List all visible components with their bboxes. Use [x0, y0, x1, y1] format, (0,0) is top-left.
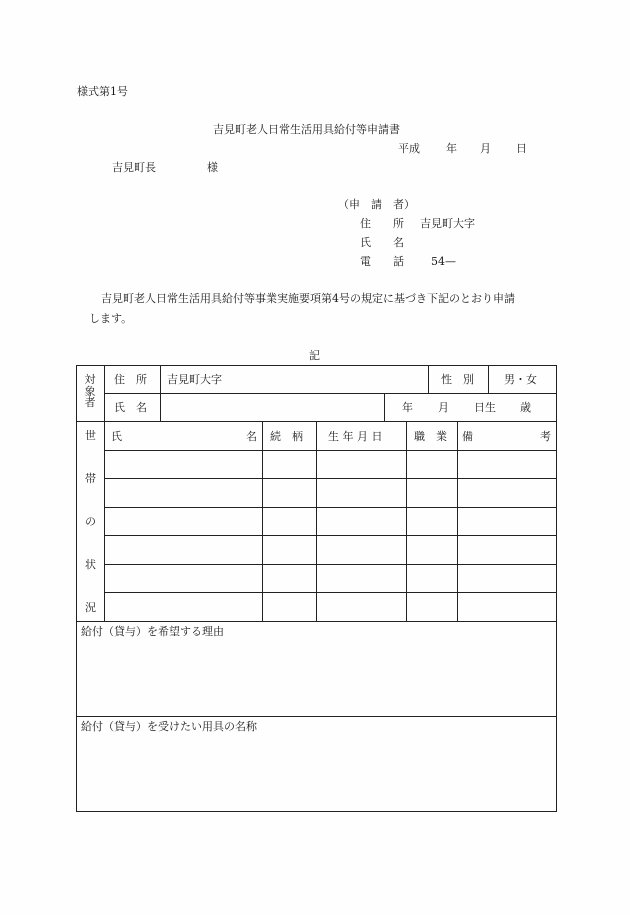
subject-sex-label: 性 別: [441, 373, 474, 386]
age-label: 歳: [520, 401, 531, 414]
equipment-field[interactable]: [80, 737, 552, 807]
subject-label-char-3: 者: [84, 396, 96, 410]
household-header-remarks-right: 考: [540, 430, 551, 443]
birth-day-label: 日生: [474, 401, 496, 414]
reason-bottom-divider: [76, 716, 557, 717]
applicant-phone-value[interactable]: 54—: [431, 255, 456, 268]
applicant-phone-label: 電 話: [360, 255, 404, 268]
household-header-name-left: 氏: [111, 430, 122, 443]
household-row-line-6: [104, 592, 557, 593]
applicant-heading: （申 請 者）: [338, 198, 415, 211]
birth-left-divider: [384, 393, 385, 421]
table-right-border: [556, 365, 557, 812]
addressee-name: 吉見町長: [112, 161, 156, 174]
subject-address-value[interactable]: 吉見町大字: [167, 373, 222, 386]
applicant-address-value[interactable]: 吉見町大字: [420, 217, 475, 230]
birth-year-label: 年: [402, 401, 413, 414]
household-row-line-3: [104, 507, 557, 508]
household-relation-col-divider: [316, 421, 317, 621]
subject-sex-value[interactable]: 男・女: [504, 373, 537, 386]
date-day: 日: [516, 142, 527, 155]
household-bottom-divider: [76, 621, 557, 622]
household-row-line-5: [104, 564, 557, 565]
equipment-label: 給付（貸与）を受けたい用具の名称: [81, 720, 257, 733]
household-header-remarks-left: 備: [462, 430, 473, 443]
household-name-col-divider: [262, 421, 263, 621]
subject-address-label: 住 所: [114, 373, 147, 386]
subject-name-field[interactable]: [161, 394, 383, 420]
subject-label: [80, 374, 100, 409]
household-header-birthdate: 生 年 月 日: [328, 430, 383, 443]
date-year: 年: [446, 142, 457, 155]
reason-label: 給付（貸与）を希望する理由: [81, 625, 224, 638]
sex-label-right-divider: [488, 365, 489, 393]
household-label-char-1: 世: [85, 429, 96, 442]
applicant-name-label: 氏 名: [360, 236, 404, 249]
household-col-divider: [104, 421, 105, 621]
page-title: 吉見町老人日常生活用具給付等申請書: [213, 123, 400, 136]
subject-name-label: 氏 名: [114, 401, 147, 414]
birth-month-label: 月: [438, 401, 449, 414]
household-occupation-col-divider: [457, 421, 458, 621]
body-line-2: します。: [89, 312, 133, 325]
form-number: 様式第1号: [77, 85, 128, 98]
date-month: 月: [480, 142, 491, 155]
household-label-char-2: 帯: [85, 472, 96, 485]
household-row-line-2: [104, 478, 557, 479]
reason-field[interactable]: [80, 642, 552, 712]
household-row-line-4: [104, 535, 557, 536]
table-top-border: [76, 365, 557, 366]
household-header-relation: 続 柄: [270, 430, 303, 443]
household-row-line-1: [104, 450, 557, 451]
household-label-char-5: 況: [85, 601, 96, 614]
subject-label-char-2: 象: [84, 384, 96, 398]
sex-label-left-divider: [428, 365, 429, 393]
table-bottom-border: [76, 811, 557, 812]
applicant-address-label: 住 所: [360, 217, 404, 230]
addressee-honorific: 様: [207, 161, 218, 174]
date-era: 平成: [398, 142, 420, 155]
ki-label: 記: [309, 349, 320, 362]
household-label-char-3: の: [85, 515, 96, 528]
table-left-border: [76, 365, 77, 812]
household-label-char-4: 状: [85, 558, 96, 571]
body-line-1: 吉見町老人日常生活用具給付等事業実施要項第4号の規定に基づき下記のとおり申請: [101, 292, 515, 305]
household-header-name-right: 名: [246, 430, 257, 443]
household-birth-col-divider: [406, 421, 407, 621]
subject-label-char-1: 対: [84, 373, 96, 386]
household-header-occupation: 職 業: [414, 430, 447, 443]
